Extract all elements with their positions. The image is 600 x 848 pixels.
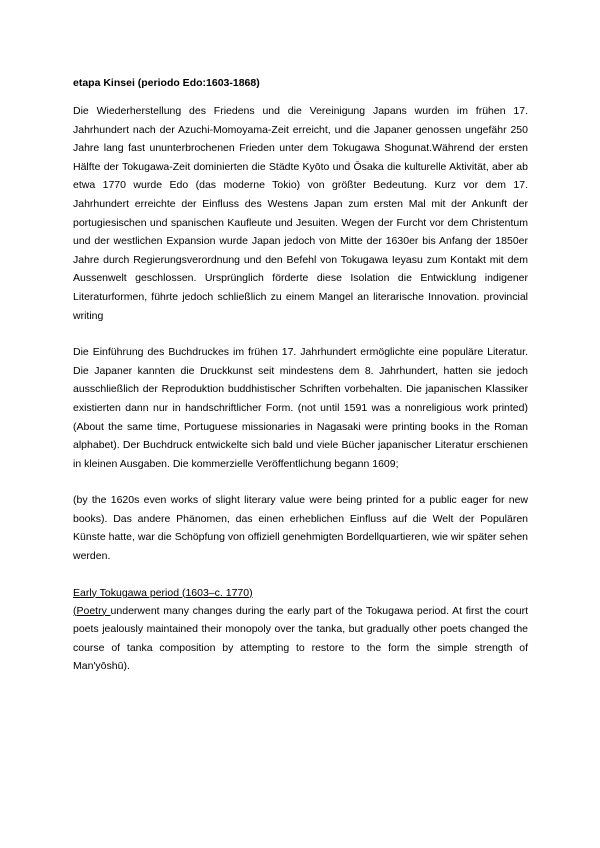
section-title: Early Tokugawa period (1603–c. 1770) xyxy=(73,586,253,599)
paragraph-spacer xyxy=(73,473,528,491)
paragraph-4-text: underwent many changes during the early part of the Tokugawa period. At first the court poets jealously maintained their monopoly over the tanka, but gradually other poets changed the course of tanka composition by attempting to restore to the form the simple strength of Man'yōshū). xyxy=(73,604,528,673)
paragraph-1: Die Wiederherstellung des Friedens und die Vereinigung Japans wurden im frühen 17. Jahrhundert nach der Azuchi-Momoyama-Zeit erreicht, und die Japaner genossen ungefähr 250 Jahre lang fast ununterbrochenen Frieden unter dem Tokugawa Shogunat.Während der ersten Hälfte der Tokugawa-Zeit dominierten die Städte Kyōto und Ōsaka die kulturelle Aktivität, aber ab etwa 1770 wurde Edo (das moderne Tokio) von größter Bedeutung. Kurz vor dem 17. Jahrhundert erreichte der Einfluss des Westens Japan zum ersten Mal mit der Ankunft der portugiesischen und spanischen Kaufleute und Jesuiten. Wegen der Furcht vor dem Christentum und der westlichen Expansion wurde Japan jedoch von Mitte der 1630er bis Anfang der 1850er Jahre durch Regierungsverordnung und den Befehl von Tokugawa Ieyasu zum Kontakt mit dem Aussenwelt geschlossen. Ursprünglich förderte diese Isolation die Entwicklung indigener Literaturformen, führte jedoch schließlich zu einem Mangel an literarische Innovation. provincial writing xyxy=(73,105,528,322)
paragraph-spacer xyxy=(73,325,528,343)
paragraph-spacer xyxy=(73,566,528,584)
paragraph-2: Die Einführung des Buchdruckes im frühen 17. Jahrhundert ermöglichte eine populäre Literatur. Die Japaner kannten die Druckkunst seit mindestens dem 8. Jahrhundert, hatten sie jedoch ausschließlich der Reproduktion buddhistischer Schriften vorbehalten. Die japanischen Klassiker existierten dann nur in handschriftlicher Form. (not until 1591 was a nonreligious work printed) (About the same time, Portuguese missionaries in Nagasaki were printing books in the Roman alphabet). Der Buchdruck entwickelte sich bald und viele Bücher japanischer Literatur erschienen in kleinen Ausgaben. Die kommerzielle Veröffentlichung begann 1609; xyxy=(73,346,528,470)
document-heading: etapa Kinsei (periodo Edo:1603-1868) xyxy=(73,77,260,89)
poetry-link[interactable]: (Poetry xyxy=(73,604,111,617)
paragraph-3: (by the 1620s even works of slight literary value were being printed for a public eager for new books). Das andere Phänomen, das einen erheblichen Einfluss auf die Welt der Populären Künste hatte, war die Schöpfung von offiziell genehmigten Bordellquartieren, wie wir später sehen werden. xyxy=(73,494,528,563)
paragraph-4 xyxy=(73,602,528,676)
document-page xyxy=(73,76,528,676)
